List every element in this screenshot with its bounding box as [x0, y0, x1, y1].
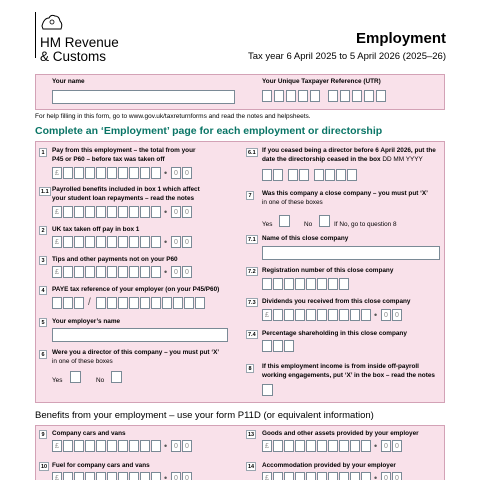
q14-number: 14 — [248, 464, 255, 470]
employer-name-field[interactable] — [52, 328, 228, 342]
q7-3-amount-field-decimal-point: • — [374, 310, 378, 320]
q1-amount-field-digit[interactable] — [107, 167, 117, 179]
q6-label: Were you a director of this company – you must put ‘X’ — [52, 349, 220, 356]
q10-amount-field-digit[interactable] — [129, 472, 139, 480]
tax-year: Tax year 6 April 2025 to 5 April 2026 (2025–26) — [247, 51, 446, 62]
form-title: Employment — [355, 30, 446, 47]
date-digit[interactable] — [314, 169, 324, 181]
q3-amount-field-digit[interactable] — [63, 266, 73, 278]
q2-number: 2 — [39, 226, 47, 235]
utr-digit[interactable] — [262, 90, 272, 102]
q2-amount-field-digit[interactable] — [96, 236, 106, 248]
paye-reference-digit[interactable] — [107, 297, 117, 309]
q9-amount-field-digit[interactable] — [118, 440, 128, 452]
q10-label: Fuel for company cars and vans — [52, 462, 150, 469]
q9-amount-field-pence[interactable]: 0 — [171, 440, 181, 452]
q1-1-amount-field-pence[interactable]: 0 — [171, 206, 181, 218]
q13-amount-field-digit[interactable] — [295, 440, 305, 452]
q14-amount-field-digit[interactable] — [339, 472, 349, 480]
paye-reference-digit[interactable] — [96, 297, 106, 309]
q3-amount-field-digit[interactable] — [151, 266, 161, 278]
date-digit[interactable] — [347, 169, 357, 181]
q7-3-amount-field-digit[interactable] — [361, 309, 371, 321]
q1-1-label-2: your student loan repayments – read the notes — [52, 194, 195, 202]
q3-label: Tips and other payments not on your P60 — [52, 256, 178, 263]
date-digit[interactable] — [299, 169, 309, 181]
q1-amount-field-digit[interactable] — [74, 167, 84, 179]
q6-1-label-2: date the directorship ceased in the box — [262, 155, 381, 163]
q3-number: 3 — [39, 256, 47, 265]
q13-amount-field-pence[interactable]: 0 — [381, 440, 391, 452]
q14-amount-field-digit[interactable] — [273, 472, 283, 480]
q7-3-amount-field-digit[interactable] — [295, 309, 305, 321]
q7-label-2: in one of these boxes — [262, 198, 323, 206]
employment-panel — [35, 141, 445, 403]
q4-label: PAYE tax reference of your employer (on your P45/P60) — [52, 286, 220, 293]
q13-amount-field-digit[interactable] — [350, 440, 360, 452]
q3-amount-field-digit[interactable] — [129, 266, 139, 278]
q3-amount-field-digit[interactable] — [74, 266, 84, 278]
q7-3-number: 7.3 — [248, 300, 256, 306]
your-name-field[interactable] — [52, 90, 235, 104]
your-name-label: Your name — [52, 78, 85, 85]
q13-amount-field-digit[interactable] — [273, 440, 283, 452]
date-digit[interactable] — [288, 169, 298, 181]
percentage-digit[interactable] — [262, 340, 272, 352]
q7-3-amount-field-digit[interactable] — [350, 309, 360, 321]
utr-digit[interactable] — [340, 90, 350, 102]
q9-amount-field-digit[interactable] — [129, 440, 139, 452]
q7-3-amount-field-pound[interactable]: £ — [262, 309, 272, 321]
q1-1-amount-field-digit[interactable] — [63, 206, 73, 218]
utr-digit[interactable] — [352, 90, 362, 102]
q1-amount-field-pence[interactable]: 0 — [182, 167, 192, 179]
date-digit[interactable] — [336, 169, 346, 181]
q1-1-amount-field-digit[interactable] — [74, 206, 84, 218]
q9-amount-field-pound[interactable]: £ — [52, 440, 62, 452]
q9-label: Company cars and vans — [52, 430, 126, 437]
q13-amount-field-pound[interactable]: £ — [262, 440, 272, 452]
q10-amount-field-pound[interactable]: £ — [52, 472, 62, 480]
q1-amount-field-pence[interactable]: 0 — [171, 167, 181, 179]
q10-amount-field-digit[interactable] — [151, 472, 161, 480]
q3-amount-field-digit[interactable] — [85, 266, 95, 278]
q1-amount-field-digit[interactable] — [129, 167, 139, 179]
q1-number: 1 — [39, 148, 47, 157]
q1-label-2: P45 or P60 – before tax was taken off — [52, 155, 165, 163]
paye-reference-digit[interactable] — [162, 297, 172, 309]
q7-4-label: Percentage shareholding in this close company — [262, 330, 407, 337]
date-digit[interactable] — [262, 169, 272, 181]
utr-digit[interactable] — [286, 90, 296, 102]
q6-1-number: 6.1 — [248, 150, 256, 156]
help-text: For help filling in this form, go to www.gov.uk/taxreturnforms and read the notes and helpsheets. — [35, 113, 311, 120]
q13-amount-field-digit[interactable] — [317, 440, 327, 452]
q1-1-amount-field-digit[interactable] — [107, 206, 117, 218]
q7-4-number: 7.4 — [248, 332, 256, 338]
registration-digit[interactable] — [339, 278, 349, 290]
q7-yes-label: Yes — [262, 221, 273, 228]
q5-number: 5 — [39, 318, 47, 327]
q2-amount-field-digit[interactable] — [107, 236, 117, 248]
q13-amount-field-digit[interactable] — [328, 440, 338, 452]
q13-label: Goods and other assets provided by your employer — [262, 430, 419, 437]
q9-amount-field-digit[interactable] — [85, 440, 95, 452]
q2-amount-field-digit[interactable] — [151, 236, 161, 248]
utr-digit[interactable] — [298, 90, 308, 102]
q9-number: 9 — [39, 430, 47, 439]
q7-3-amount-field-digit[interactable] — [339, 309, 349, 321]
q9-amount-field-pence[interactable]: 0 — [182, 440, 192, 452]
close-company-name-field[interactable] — [262, 246, 440, 260]
paye-reference-digit[interactable] — [184, 297, 194, 309]
q9-amount-field-digit[interactable] — [140, 440, 150, 452]
paye-reference-digit[interactable] — [129, 297, 139, 309]
q9-amount-field-digit[interactable] — [96, 440, 106, 452]
q14-amount-field-pence[interactable]: 0 — [392, 472, 402, 480]
date-digit[interactable] — [325, 169, 335, 181]
q9-amount-field-digit[interactable] — [151, 440, 161, 452]
q8-number: 8 — [246, 364, 254, 373]
q2-label: UK tax taken off pay in box 1 — [52, 226, 140, 233]
q14-amount-field-decimal-point: • — [374, 473, 378, 480]
q2-amount-field-decimal-point: • — [164, 237, 168, 247]
q1-amount-field-digit[interactable] — [118, 167, 128, 179]
q6-label-2: in one of these boxes — [52, 357, 113, 365]
q7-3-amount-field-pence[interactable]: 0 — [381, 309, 391, 321]
paye-reference-digit[interactable] — [151, 297, 161, 309]
registration-digit[interactable] — [317, 278, 327, 290]
registration-digit[interactable] — [306, 278, 316, 290]
q7-1-number: 7.1 — [248, 237, 256, 243]
q10-amount-field-digit[interactable] — [96, 472, 106, 480]
q7-3-amount-field-digit[interactable] — [317, 309, 327, 321]
q14-amount-field-digit[interactable] — [317, 472, 327, 480]
q1-1-amount-field-digit[interactable] — [96, 206, 106, 218]
q9-amount-field-decimal-point: • — [164, 441, 168, 451]
q14-amount-field-digit[interactable] — [328, 472, 338, 480]
q3-amount-field-pence[interactable]: 0 — [171, 266, 181, 278]
utr-digit[interactable] — [274, 90, 284, 102]
q6-no-checkbox[interactable] — [111, 371, 122, 383]
q3-amount-field-digit[interactable] — [107, 266, 117, 278]
q2-amount-field-digit[interactable] — [63, 236, 73, 248]
paye-reference-digit[interactable] — [118, 297, 128, 309]
q6-no-label: No — [96, 377, 105, 384]
q6-1-label: If you ceased being a director before 6 April 2026, put the — [262, 147, 436, 154]
q9-amount-field-digit[interactable] — [63, 440, 73, 452]
q3-amount-field-digit[interactable] — [118, 266, 128, 278]
q1-amount-field-pound[interactable]: £ — [52, 167, 62, 179]
q1-amount-field-digit[interactable] — [63, 167, 73, 179]
q7-3-label: Dividends you received from this close company — [262, 298, 411, 305]
q1-amount-field-digit[interactable] — [96, 167, 106, 179]
q2-amount-field-pence[interactable]: 0 — [171, 236, 181, 248]
date-digit[interactable] — [273, 169, 283, 181]
q7-note: If No, go to question 8 — [334, 221, 397, 228]
q13-amount-field-digit[interactable] — [361, 440, 371, 452]
q8-label-2: working engagements, put ‘X’ in the box – read the notes — [262, 371, 435, 379]
q9-amount-field-digit[interactable] — [74, 440, 84, 452]
q14-amount-field-digit[interactable] — [350, 472, 360, 480]
benefits-heading: Benefits from your employment – use your form P11D (or equivalent information) — [35, 410, 374, 421]
q10-amount-field-digit[interactable] — [140, 472, 150, 480]
q7-number: 7 — [246, 191, 254, 200]
q14-amount-field-digit[interactable] — [284, 472, 294, 480]
q2-amount-field-digit[interactable] — [129, 236, 139, 248]
department-name: HM Revenue & Customs — [40, 35, 119, 64]
q13-amount-field-decimal-point: • — [374, 441, 378, 451]
q2-amount-field-digit[interactable] — [74, 236, 84, 248]
section-heading: Complete an ‘Employment’ page for each employment or directorship — [35, 125, 383, 137]
paye-office-digit[interactable] — [63, 297, 73, 309]
q10-amount-field-pence[interactable]: 0 — [182, 472, 192, 480]
q3-amount-field-pence[interactable]: 0 — [182, 266, 192, 278]
q10-amount-field-digit[interactable] — [74, 472, 84, 480]
utr-digit[interactable] — [376, 90, 386, 102]
utr-digit[interactable] — [328, 90, 338, 102]
paye-separator: / — [88, 297, 91, 308]
q13-number: 13 — [248, 432, 255, 438]
taxpayer-details-panel — [35, 74, 445, 110]
q14-label: Accommodation provided by your employer — [262, 462, 396, 469]
q10-amount-field-digit[interactable] — [85, 472, 95, 480]
q7-2-label: Registration number of this close company — [262, 267, 394, 274]
q4-number: 4 — [39, 286, 47, 295]
q7-3-amount-field-digit[interactable] — [273, 309, 283, 321]
q1-amount-field-digit[interactable] — [140, 167, 150, 179]
q3-amount-field-pound[interactable]: £ — [52, 266, 62, 278]
registration-digit[interactable] — [284, 278, 294, 290]
q1-1-amount-field-digit[interactable] — [151, 206, 161, 218]
paye-office-digit[interactable] — [52, 297, 62, 309]
q13-amount-field-digit[interactable] — [284, 440, 294, 452]
q2-amount-field-digit[interactable] — [85, 236, 95, 248]
paye-office-digit[interactable] — [74, 297, 84, 309]
q10-amount-field-pence[interactable]: 0 — [171, 472, 181, 480]
q2-amount-field-digit[interactable] — [118, 236, 128, 248]
q14-amount-field-digit[interactable] — [295, 472, 305, 480]
q7-3-amount-field-digit[interactable] — [328, 309, 338, 321]
registration-digit[interactable] — [328, 278, 338, 290]
q14-amount-field-digit[interactable] — [306, 472, 316, 480]
q3-amount-field-decimal-point: • — [164, 267, 168, 277]
q3-amount-field-digit[interactable] — [96, 266, 106, 278]
q14-amount-field-pound[interactable]: £ — [262, 472, 272, 480]
registration-digit[interactable] — [262, 278, 272, 290]
q2-amount-field-digit[interactable] — [140, 236, 150, 248]
q7-no-label: No — [304, 221, 313, 228]
q1-label: Pay from this employment – the total from your — [52, 147, 196, 154]
q1-1-amount-field-digit[interactable] — [85, 206, 95, 218]
q3-amount-field-digit[interactable] — [140, 266, 150, 278]
q10-amount-field-digit[interactable] — [63, 472, 73, 480]
q8-checkbox[interactable] — [262, 384, 273, 396]
q10-amount-field-digit[interactable] — [118, 472, 128, 480]
q6-1-date-hint: DD MM YYYY — [382, 155, 423, 163]
percentage-digit[interactable] — [273, 340, 283, 352]
q1-amount-field-digit[interactable] — [85, 167, 95, 179]
q6-yes-checkbox[interactable] — [70, 371, 81, 383]
q1-1-number: 1.1 — [41, 189, 49, 195]
q7-3-amount-field-digit[interactable] — [306, 309, 316, 321]
q1-1-amount-field-decimal-point: • — [164, 207, 168, 217]
q14-amount-field-pence[interactable]: 0 — [381, 472, 391, 480]
q7-1-label: Name of this close company — [262, 235, 349, 242]
q1-1-amount-field-digit[interactable] — [140, 206, 150, 218]
utr-label: Your Unique Taxpayer Reference (UTR) — [262, 78, 381, 85]
q7-yes-checkbox[interactable] — [279, 215, 290, 227]
q1-amount-field-digit[interactable] — [151, 167, 161, 179]
q7-3-amount-field-digit[interactable] — [284, 309, 294, 321]
q8-label: If this employment income is from inside off-payroll — [262, 363, 419, 370]
q1-1-amount-field-pound[interactable]: £ — [52, 206, 62, 218]
royal-crest-icon — [39, 12, 65, 34]
q7-3-amount-field-pence[interactable]: 0 — [392, 309, 402, 321]
q14-amount-field-digit[interactable] — [361, 472, 371, 480]
paye-reference-digit[interactable] — [173, 297, 183, 309]
q6-number: 6 — [39, 350, 47, 359]
q10-amount-field-digit[interactable] — [107, 472, 117, 480]
q5-label: Your employer’s name — [52, 318, 121, 325]
q2-amount-field-pound[interactable]: £ — [52, 236, 62, 248]
q2-amount-field-pence[interactable]: 0 — [182, 236, 192, 248]
q13-amount-field-digit[interactable] — [339, 440, 349, 452]
q7-no-checkbox[interactable] — [319, 215, 330, 227]
q13-amount-field-digit[interactable] — [306, 440, 316, 452]
q10-amount-field-decimal-point: • — [164, 473, 168, 480]
q13-amount-field-pence[interactable]: 0 — [392, 440, 402, 452]
paye-reference-digit[interactable] — [140, 297, 150, 309]
q1-1-amount-field-digit[interactable] — [129, 206, 139, 218]
percentage-digit[interactable] — [284, 340, 294, 352]
q1-1-amount-field-pence[interactable]: 0 — [182, 206, 192, 218]
q1-amount-field-decimal-point: • — [164, 168, 168, 178]
q9-amount-field-digit[interactable] — [107, 440, 117, 452]
utr-digit[interactable] — [310, 90, 320, 102]
q1-1-amount-field-digit[interactable] — [118, 206, 128, 218]
q10-number: 10 — [41, 464, 48, 470]
q7-2-number: 7.2 — [248, 269, 256, 275]
registration-digit[interactable] — [295, 278, 305, 290]
utr-digit[interactable] — [364, 90, 374, 102]
q7-label: Was this company a close company – you must put ‘X’ — [262, 190, 428, 197]
q6-yes-label: Yes — [52, 377, 63, 384]
paye-reference-digit[interactable] — [195, 297, 205, 309]
registration-digit[interactable] — [273, 278, 283, 290]
benefits-panel — [35, 425, 445, 480]
q1-1-label: Payrolled benefits included in box 1 which affect — [52, 186, 200, 193]
